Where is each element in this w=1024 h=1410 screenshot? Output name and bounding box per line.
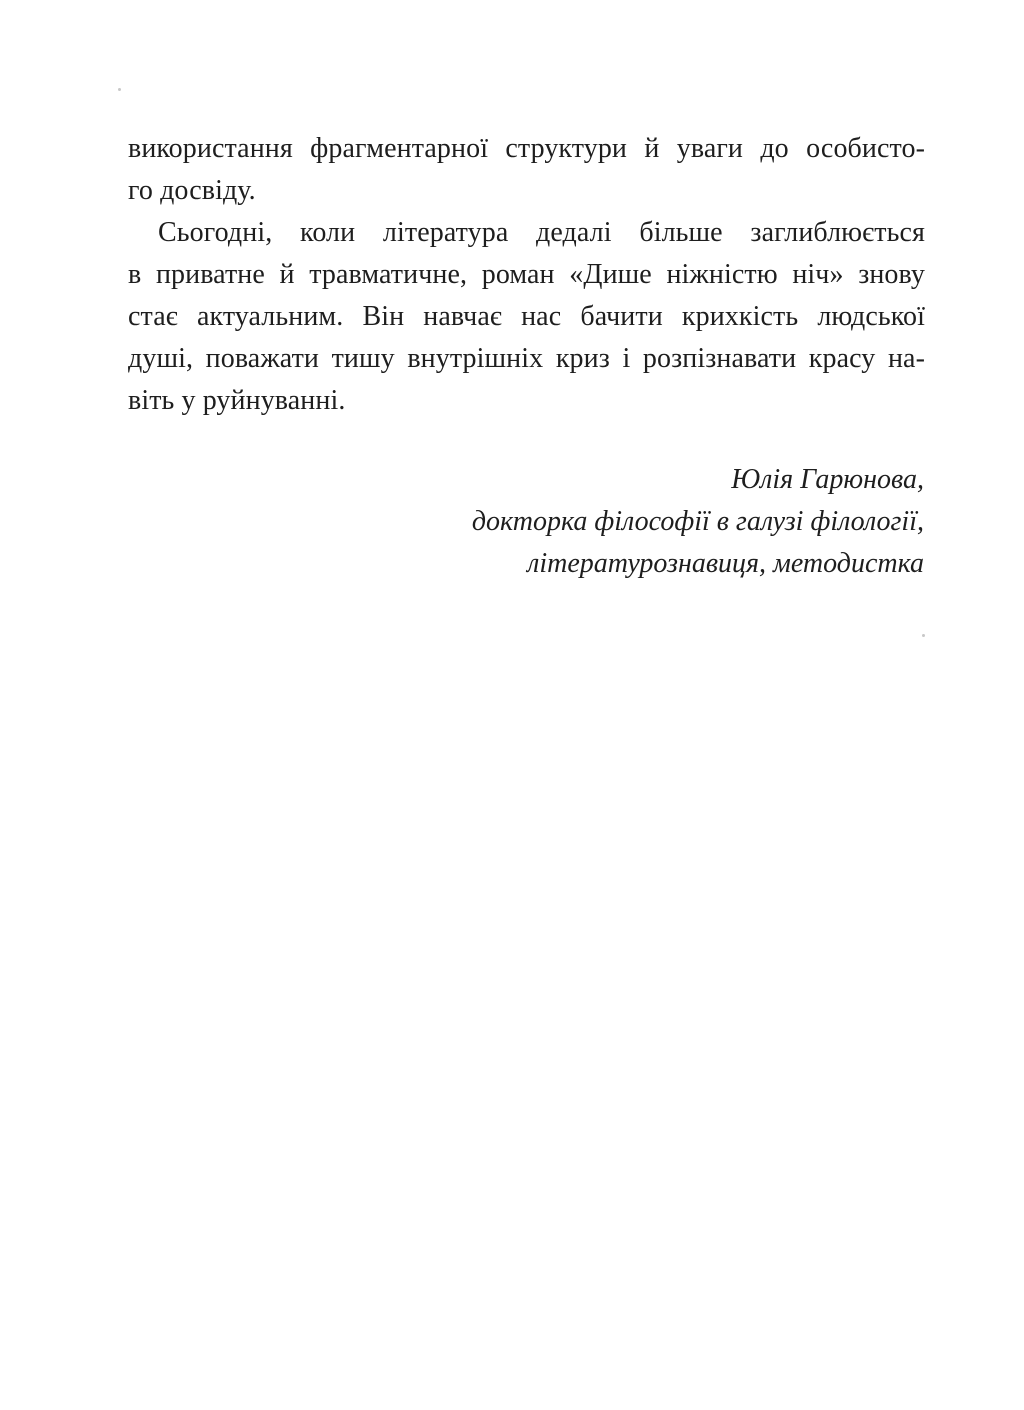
text-line: стає актуальним. Він навчає нас бачити крихкість людської bbox=[128, 301, 925, 332]
author-degree: докторка філософії в галузі філології, bbox=[471, 506, 924, 537]
paper-speck bbox=[118, 88, 121, 91]
body-text bbox=[128, 128, 925, 422]
author-role: літературознавиця, методистка bbox=[527, 548, 924, 579]
text-line: віть у руйнуванні. bbox=[128, 385, 346, 416]
text-line: го досвіду. bbox=[128, 175, 256, 206]
author-name: Юлія Гарюнова, bbox=[731, 464, 924, 495]
text-line: використання фрагментарної структури й уваги до особисто- bbox=[128, 133, 925, 164]
paragraph-1 bbox=[128, 128, 925, 212]
text-line: в приватне й травматичне, роман «Дише ніжністю ніч» знову bbox=[128, 259, 925, 290]
author-signature bbox=[472, 459, 924, 585]
paper-speck bbox=[922, 634, 925, 637]
text-line: Сьогодні, коли література дедалі більше заглиблюється bbox=[158, 217, 925, 248]
paragraph-2 bbox=[128, 212, 925, 422]
text-line: душі, поважати тишу внутрішніх криз і розпізнавати красу на- bbox=[128, 343, 925, 374]
